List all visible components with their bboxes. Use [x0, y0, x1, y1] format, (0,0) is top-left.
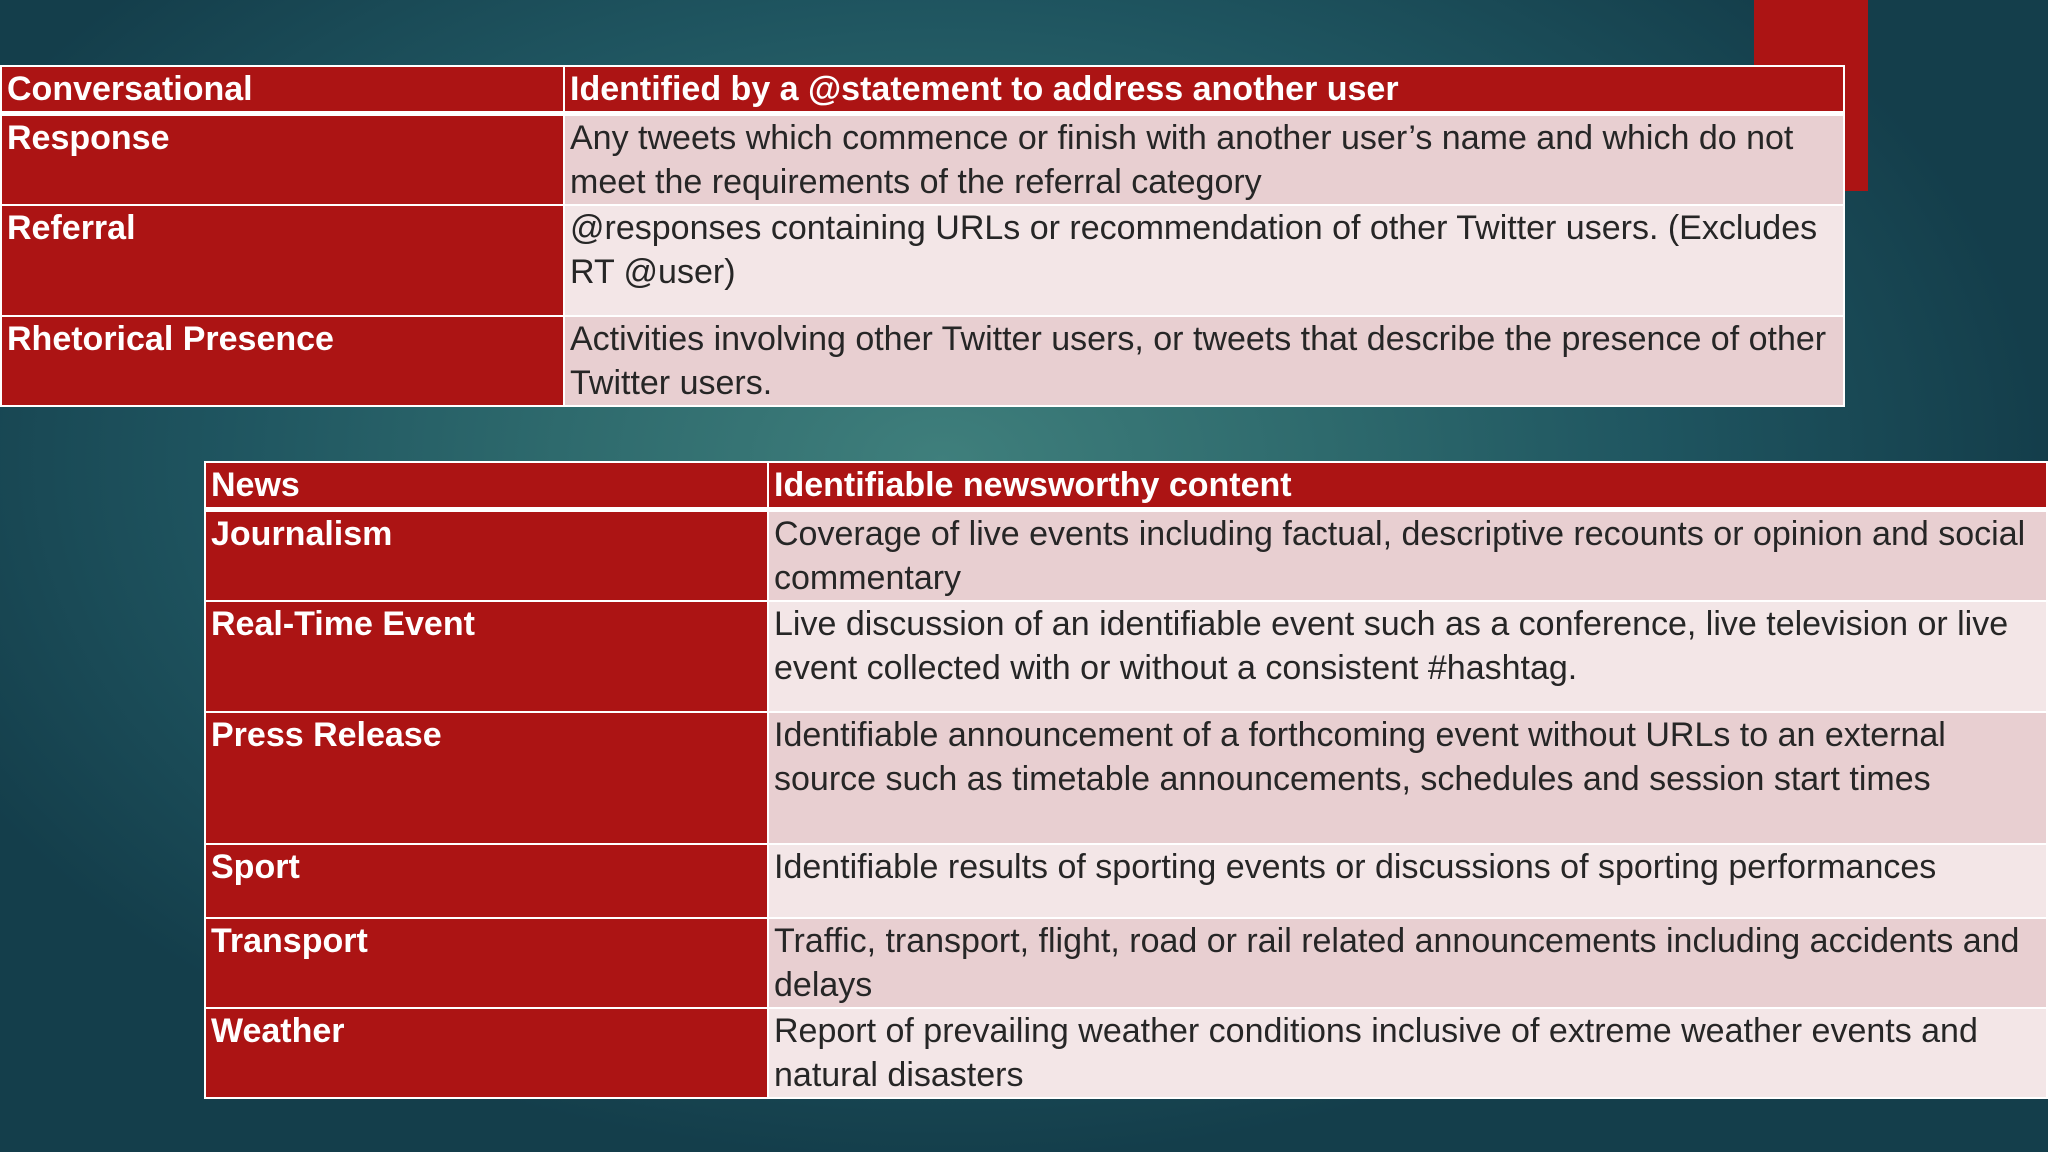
table-header-row [205, 462, 2047, 510]
header-category-cell: Conversational [1, 66, 564, 114]
category-cell: Response [1, 114, 564, 206]
category-cell: Referral [1, 205, 564, 316]
table-row [205, 844, 2047, 918]
news-table [204, 461, 2048, 1099]
header-category-cell: News [205, 462, 768, 510]
header-description-cell: Identified by a @statement to address another user [564, 66, 1844, 114]
category-cell: Weather [205, 1008, 768, 1098]
table-row [1, 205, 1844, 316]
table-row [205, 510, 2047, 602]
table-row [205, 918, 2047, 1008]
description-cell: Coverage of live events including factual, descriptive recounts or opinion and social commentary [768, 510, 2047, 602]
description-cell: Report of prevailing weather conditions inclusive of extreme weather events and natural disasters [768, 1008, 2047, 1098]
description-cell: Live discussion of an identifiable event such as a conference, live television or live event collected with or without a consistent #hashtag. [768, 601, 2047, 712]
table-row [1, 316, 1844, 406]
table-header-row [1, 66, 1844, 114]
category-cell: Real-Time Event [205, 601, 768, 712]
description-cell: Traffic, transport, flight, road or rail related announcements including accidents and delays [768, 918, 2047, 1008]
table-row [205, 712, 2047, 844]
table-row [1, 114, 1844, 206]
category-cell: Press Release [205, 712, 768, 844]
description-cell: Any tweets which commence or finish with another user’s name and which do not meet the requirements of the referral category [564, 114, 1844, 206]
description-cell: @responses containing URLs or recommendation of other Twitter users. (Excludes RT @user) [564, 205, 1844, 316]
description-cell: Identifiable results of sporting events or discussions of sporting performances [768, 844, 2047, 918]
category-cell: Sport [205, 844, 768, 918]
table-row [205, 1008, 2047, 1098]
category-cell: Journalism [205, 510, 768, 602]
table-row [205, 601, 2047, 712]
category-cell: Rhetorical Presence [1, 316, 564, 406]
description-cell: Identifiable announcement of a forthcoming event without URLs to an external source such as timetable announcements, schedules and session start times [768, 712, 2047, 844]
conversational-table [0, 65, 1845, 407]
description-cell: Activities involving other Twitter users, or tweets that describe the presence of other Twitter users. [564, 316, 1844, 406]
category-cell: Transport [205, 918, 768, 1008]
header-description-cell: Identifiable newsworthy content [768, 462, 2047, 510]
